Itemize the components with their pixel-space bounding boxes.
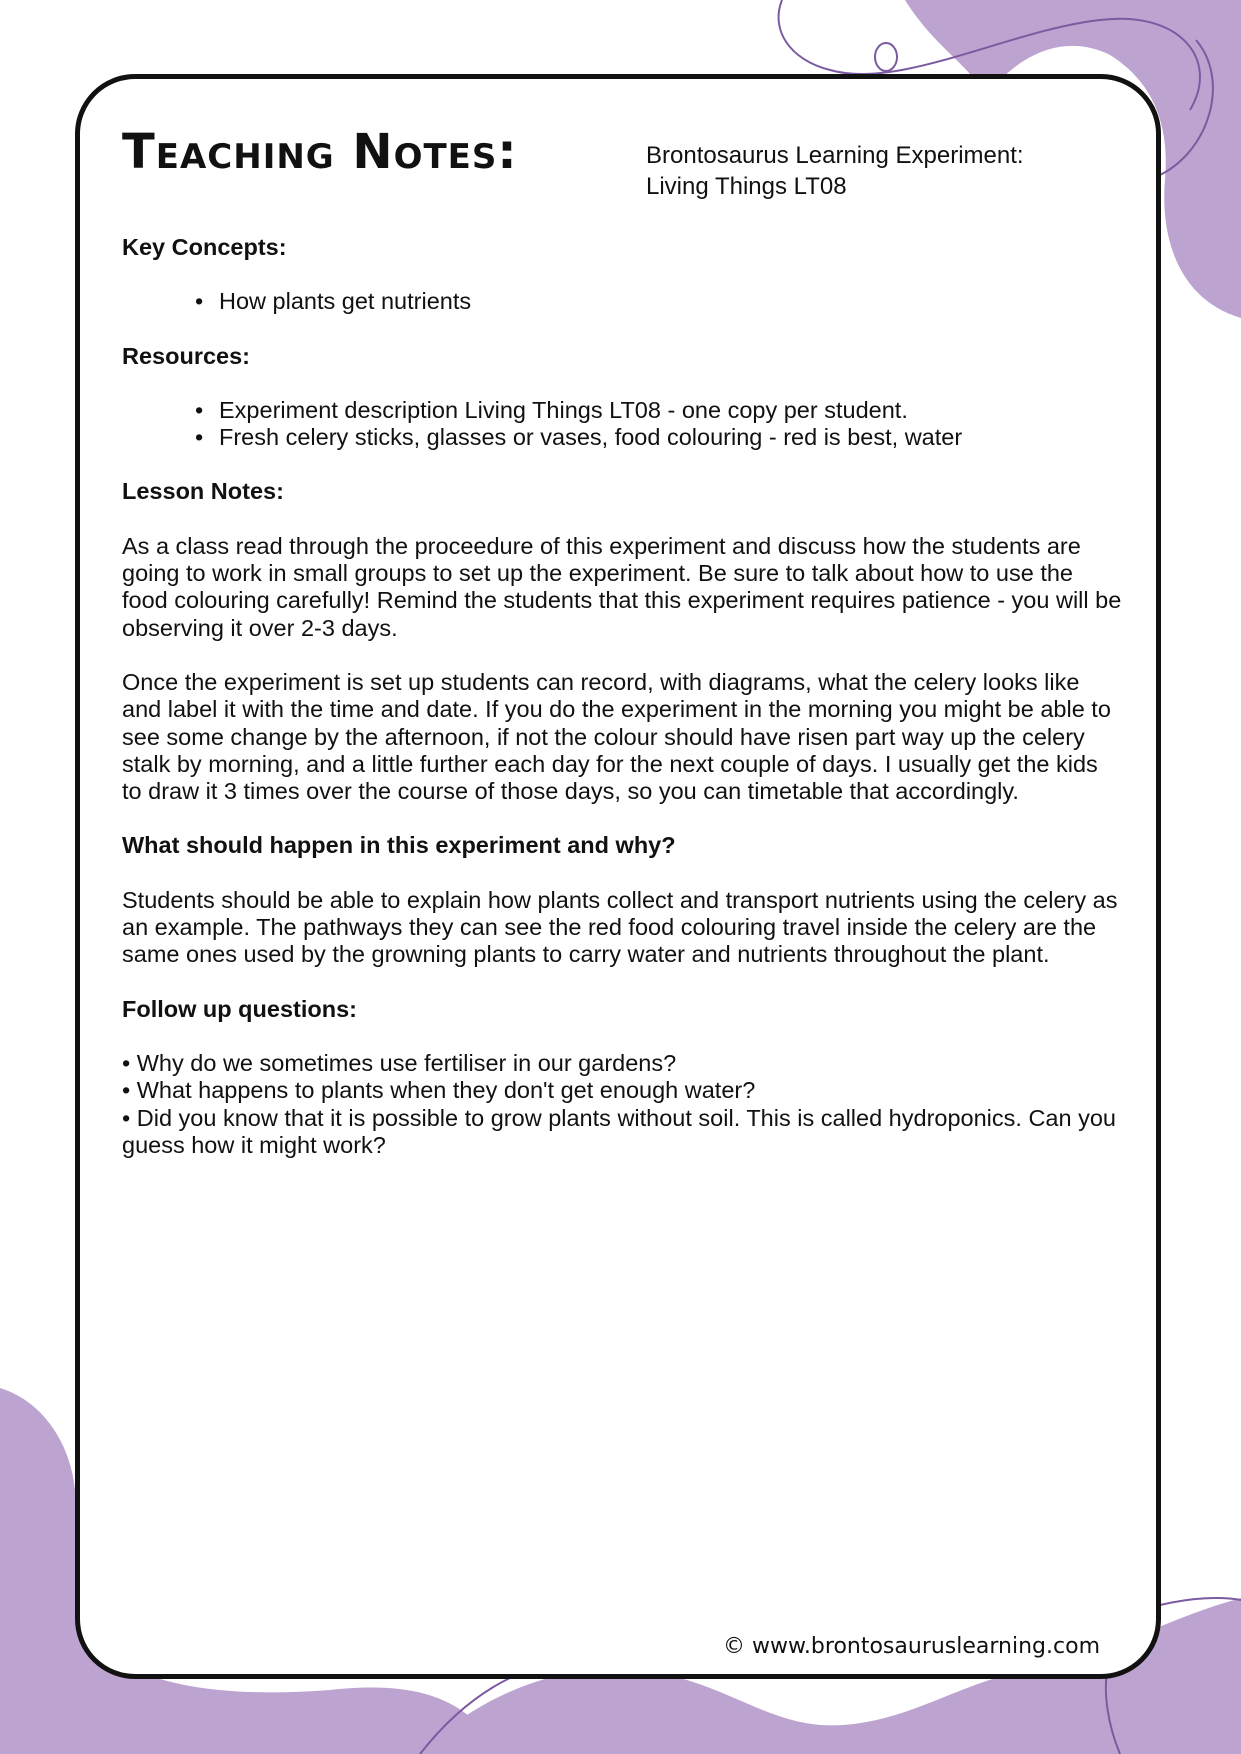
copyright-footer: © www.brontosauruslearning.com [722, 1634, 1100, 1659]
lesson-notes-paragraph-2: Once the experiment is set up students can record, with diagrams, what the celery looks like and label it with the time and date. If you do the experiment in the morning you might be able to see some change by the afternoon, if not the colour should have risen part way up the celery stalk by morning, and a little further each day for the next couple of days. I usually get the kids to draw it 3 times over the course of those days, so you can timetable that accordingly. [122, 668, 1111, 805]
subtitle-line-1: Brontosaurus Learning Experiment: [646, 142, 1024, 169]
lesson-notes-paragraph-1: As a class read through the proceedure of this experiment and discuss how the students are going to work in small groups to set up the experiment. Be sure to talk about how to use the food colouring carefully! Remind the students that this experiment requires patience - you will be observing it over 2-3 days. [122, 532, 1122, 641]
lesson-notes-heading: Lesson Notes: [122, 478, 284, 505]
subtitle-line-2: Living Things LT08 [646, 173, 847, 200]
content [122, 120, 1122, 1159]
follow-up-list [122, 1050, 1122, 1159]
key-concepts-list [122, 288, 1122, 315]
experiment-subtitle [646, 140, 1024, 202]
list-item: • Why do we sometimes use fertiliser in our gardens? [122, 1049, 677, 1076]
what-should-happen-paragraph: Students should be able to explain how plants collect and transport nutrients using the celery as an example. The pathways they can see the red food colouring travel inside the celery are the same ones used by the growning plants to carry water and nutrients throughout the plant. [122, 886, 1118, 968]
resources-heading: Resources: [122, 342, 250, 369]
what-should-happen-heading: What should happen in this experiment and why? [122, 832, 676, 859]
resources-list [122, 397, 1122, 452]
header [122, 120, 1122, 216]
list-item: • Experiment description Living Things LT08 - one copy per student. [195, 397, 1122, 424]
list-item: • Did you know that it is possible to grow plants without soil. This is called hydroponics. Can you guess how it might work? [122, 1104, 1116, 1158]
follow-up-heading: Follow up questions: [122, 995, 357, 1022]
list-item: • Fresh celery sticks, glasses or vases, food colouring - red is best, water [195, 424, 1122, 451]
page-title: Teaching Notes: [122, 124, 518, 180]
top-right-circle [875, 43, 897, 71]
key-concepts-heading: Key Concepts: [122, 234, 287, 260]
list-item: • How plants get nutrients [195, 288, 1122, 315]
list-item: • What happens to plants when they don't get enough water? [122, 1077, 756, 1104]
